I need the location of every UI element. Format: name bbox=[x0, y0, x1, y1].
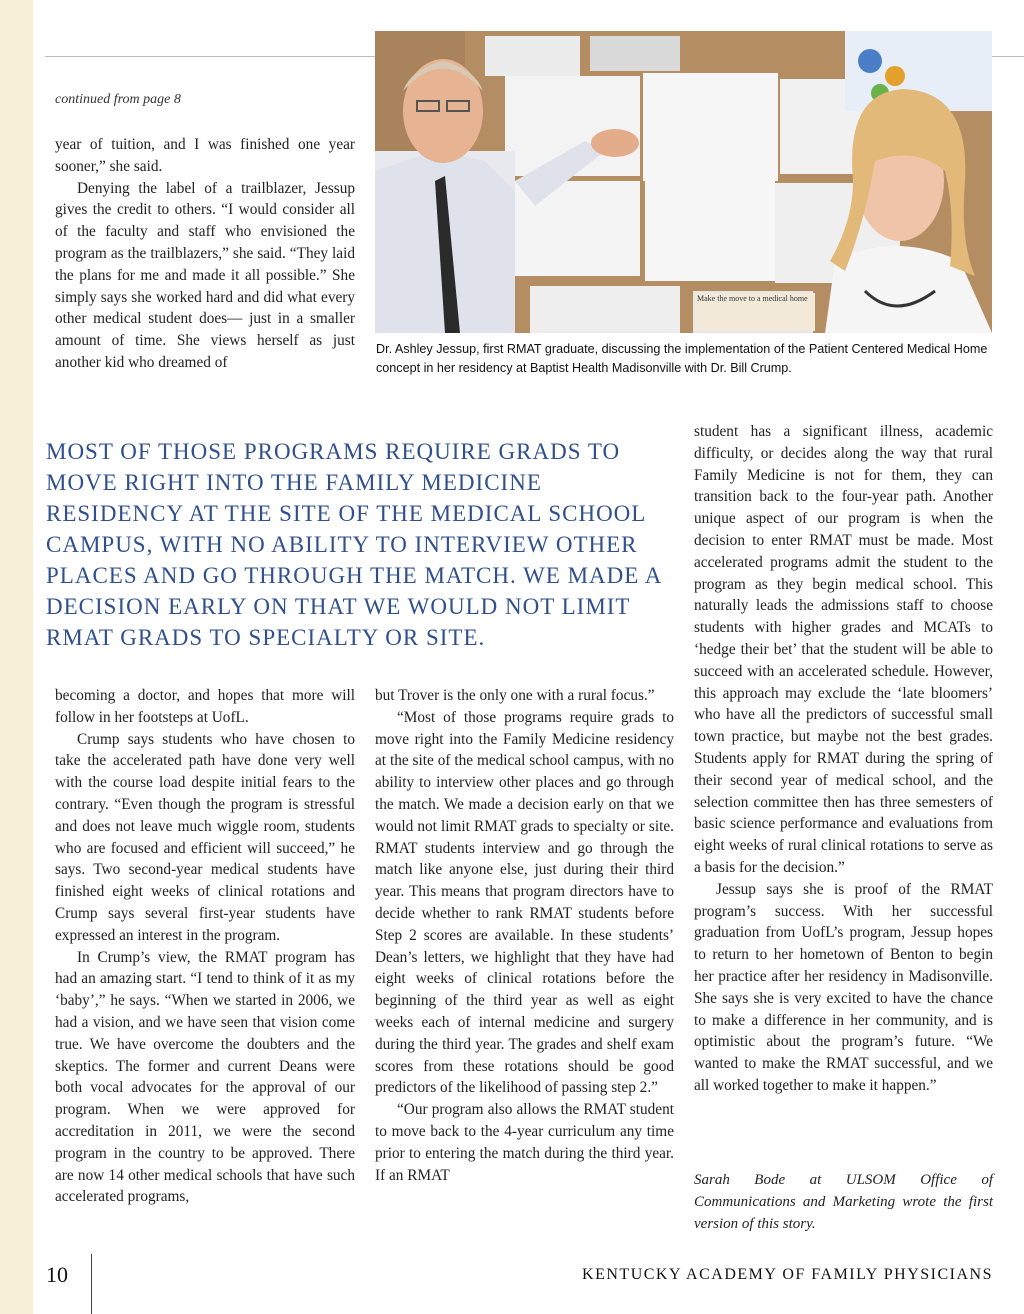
paragraph: but Trover is the only one with a rural focus.” bbox=[375, 687, 655, 704]
continued-note: continued from page 8 bbox=[55, 92, 181, 107]
page-number: 10 bbox=[46, 1262, 68, 1287]
column-2 bbox=[375, 685, 674, 1186]
byline: Sarah Bode at ULSOM Office of Communications and Marketing wrote the first version of this story. bbox=[694, 1172, 993, 1232]
paragraph: In Crump’s view, the RMAT program has had an amazing start. “I tend to think of it as my ‘baby’,” he says. “When we started in 2006, we had a vision, and we have seen that vision come true. We have overcome the doubters and the skeptics. The former and current Deans were both vocal advocates for the approval of our program. When we were approved for accreditation in 2011, we were the second program in the country to be approved. There are now 14 other medical schools that have such accelerated programs, bbox=[55, 948, 355, 1206]
paragraph: Denying the label of a trailblazer, Jessup gives the credit to others. “I would consider all of the faculty and staff who envisioned the program as the trailblazers,” she said. “They laid the plans for me and made it all possible.” She simply says she worked hard and did what every other medical student does— just in a smaller amount of time. She views herself as just another kid who dreamed of bbox=[55, 179, 355, 371]
paragraph: becoming a doctor, and hopes that more will follow in her footsteps at UofL. bbox=[55, 687, 355, 726]
article-photo bbox=[375, 31, 992, 333]
header-rule bbox=[45, 56, 375, 57]
paragraph: year of tuition, and I was finished one year sooner,” she said. bbox=[55, 136, 355, 175]
publication-name: KENTUCKY ACADEMY OF FAMILY PHYSICIANS bbox=[582, 1266, 993, 1283]
footer-divider bbox=[91, 1254, 92, 1314]
paragraph: Crump says students who have chosen to take the accelerated path have done very well with the course load despite initial fears to the contrary. “Even though the program is stressful and does not leave much wiggle room, students who are focused and efficient will succeed,” he says. Two second-year medical students have finished eight weeks of clinical rotations and Crump says several first-year students have expressed an interest in the program. bbox=[55, 730, 355, 944]
poster-text: Make the move to a medical home bbox=[697, 294, 808, 303]
column-1-bottom bbox=[55, 685, 355, 1208]
pull-quote: MOST OF THOSE PROGRAMS REQUIRE GRADS TO MOVE RIGHT INTO THE FAMILY MEDICINE RESIDENCY AT THE SITE OF THE MEDICAL SCHOOL CAMPUS, WITH NO ABILITY TO INTERVIEW OTHER PLACES AND GO THROUGH THE MATCH. WE MADE A DECISION EARLY ON THAT WE WOULD NOT LIMIT RMAT GRADS TO SPECIALTY OR SITE. bbox=[46, 439, 662, 650]
photo-caption: Dr. Ashley Jessup, first RMAT graduate, discussing the implementation of the Patient Centered Medical Home concept in her residency at Baptist Health Madisonville with Dr. Bill Crump. bbox=[376, 342, 988, 375]
column-1-top bbox=[55, 134, 355, 374]
paragraph: student has a significant illness, academic difficulty, or decides along the way that rural Family Medicine is not for them, they can transition back to the four-year path. Another unique aspect of our program is when the decision to enter RMAT must be made. Most accelerated programs admit the student to the program as they begin medical school. This naturally leads the admissions staff to choose students with higher grades and MCATs to ‘hedge their bet’ that the student will be able to succeed with an accelerated schedule. However, this approach may exclude the ‘late bloomers’ who have all the predictors of successful small town practice, but maybe not the best grades. Students apply for RMAT during the spring of their second year of medical school, and the selection committee then has three semesters of basic science performance and evaluations from eight weeks of rural clinical rotations to serve as a basis for the decision.” bbox=[694, 423, 993, 876]
page-edge-band bbox=[0, 0, 33, 1314]
column-3 bbox=[694, 421, 993, 1097]
header-rule-right bbox=[992, 56, 1024, 57]
paragraph: “Most of those programs require grads to move right into the Family Medicine residency at the site of the medical school campus, with no ability to interview other places and go through the match. We made a decision early on that we would not limit RMAT grads to specialty or site. RMAT students interview and go through the match like anyone else, just during their third year. This means that program directors have to decide whether to rank RMAT students before Step 2 scores are available. In these students’ Dean’s letters, we highlight that they have had eight weeks of clinical rotations before the beginning of the third year as well as eight weeks each of internal medicine and surgery during the third year. The grades and shelf exam scores from these rotations should be good predictors of the likelihood of passing step 2.” bbox=[375, 708, 674, 1097]
paragraph: “Our program also allows the RMAT student to move back to the 4-year curriculum any time prior to entering the match during the third year. If an RMAT bbox=[375, 1101, 674, 1184]
paragraph: Jessup says she is proof of the RMAT program’s success. With her successful graduation from UofL’s program, Jessup hopes to return to her hometown of Benton to begin her practice after her residency in Madisonville. She says she is very excited to have the chance to make a difference in her community, and is optimistic about the program’s future. “We wanted to make the RMAT successful, and we all worked together to make it happen.” bbox=[694, 880, 993, 1094]
